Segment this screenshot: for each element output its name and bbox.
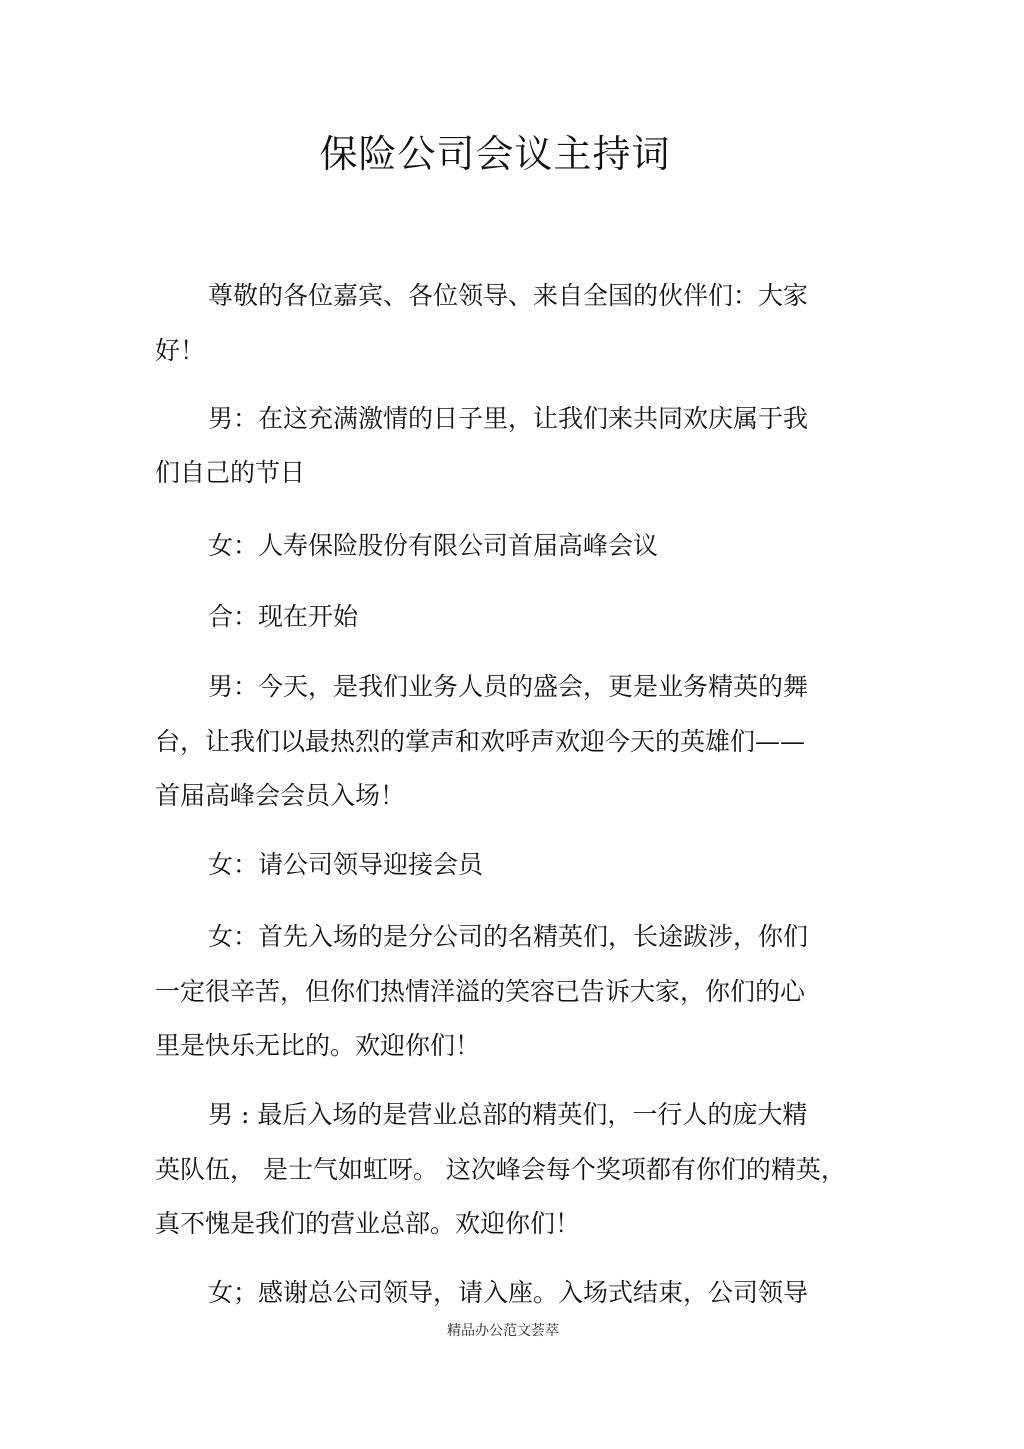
page-footer: 精品办公范文荟萃 xyxy=(447,1323,559,1339)
paragraph-line: 男 : 最后入场的是营业总部的精英们，一行人的庞大精 xyxy=(208,1100,808,1129)
paragraph-line: 首届高峰会会员入场！ xyxy=(155,781,406,810)
paragraph-line: 尊敬的各位嘉宾、各位领导、来自全国的伙伴们：大家 xyxy=(208,281,809,310)
paragraph-line: 一定很辛苦，但你们热情洋溢的笑容已告诉大家，你们的心 xyxy=(155,977,806,1006)
paragraph-line: 们自己的节日 xyxy=(155,458,306,487)
paragraph-line: 合：现在开始 xyxy=(208,602,359,631)
paragraph-line: 台，让我们以最热烈的掌声和欢呼声欢迎今天的英雄们—— xyxy=(155,727,806,756)
paragraph-line: 好！ xyxy=(155,336,206,365)
paragraph-line: 女：首先入场的是分公司的名精英们，长途跋涉，你们 xyxy=(208,922,809,951)
paragraph-line: 里是快乐无比的。欢迎你们！ xyxy=(155,1031,481,1060)
paragraph-line: 女；感谢总公司领导，请入座。入场式结束，公司领导 xyxy=(208,1278,809,1307)
paragraph-line: 女：请公司领导迎接会员 xyxy=(208,850,484,879)
paragraph-line: 真不愧是我们的营业总部。欢迎你们！ xyxy=(155,1209,581,1238)
paragraph-line: 男：在这充满激情的日子里，让我们来共同欢庆属于我 xyxy=(208,404,809,433)
paragraph-line: 女：人寿保险股份有限公司首届高峰会议 xyxy=(208,531,659,560)
paragraph-line: 男：今天，是我们业务人员的盛会，更是业务精英的舞 xyxy=(208,672,809,701)
paragraph-line: 英队伍， 是士气如虹呀。 这次峰会每个奖项都有你们的精英， xyxy=(155,1155,846,1184)
document-title: 保险公司会议主持词 xyxy=(319,132,671,176)
